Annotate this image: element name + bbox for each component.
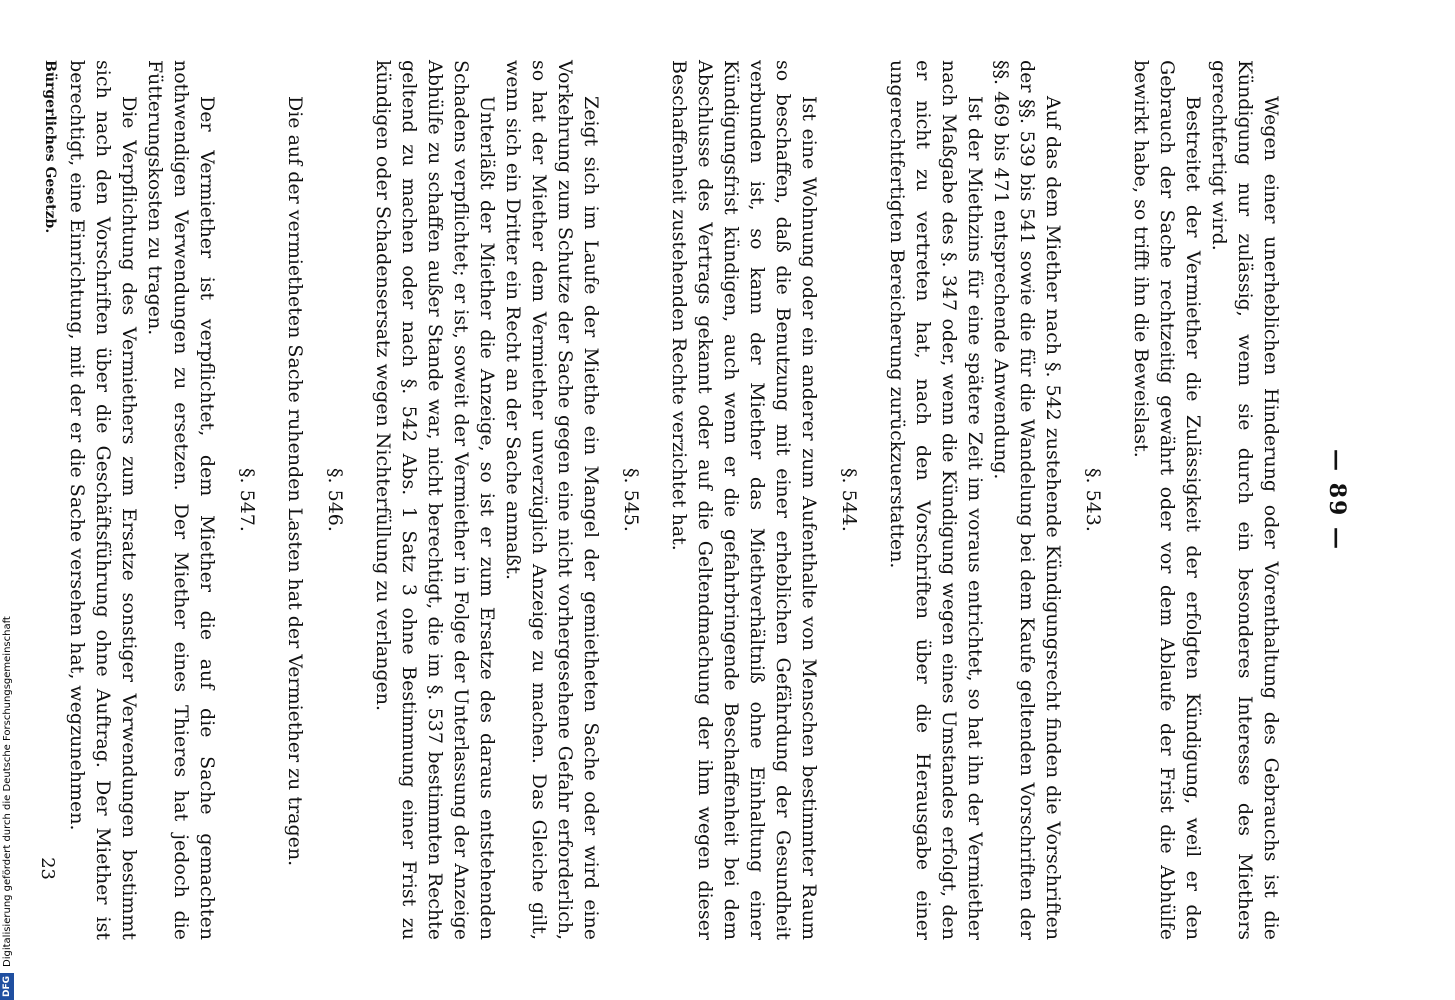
paragraph: Die auf der vermietheten Sache ruhenden Lasten hat der Vermiether zu tragen. bbox=[284, 96, 306, 867]
paragraph: Bestreitet der Vermiether die Zulässigkeit der erfolgten Kündigung, weil er den Gebrauch der Sache rechtzeitig gewährt oder vor dem Ablaufe der Frist die Abhülfe bewirkt habe, so trifft ihn die Beweislast. bbox=[1130, 60, 1204, 940]
section-545 bbox=[370, 60, 644, 940]
paragraph: Ist eine Wohnung oder ein anderer zum Aufenthalte von Menschen bestimmter Raum so beschaffen, daß die Benutzung mit einer erheblichen Gefährdung der Gesundheit verbunden ist, so kann der Miether das Miethverhältniß ohne Einhaltung einer Kündigungsfrist kündigen, auch wenn er die gefahrbringende Beschaffenheit bei dem Abschlusse des Vertrags gekannt oder auf die Geltendmachung der ihm wegen dieser Beschaffenheit zustehenden Rechte verzichtet hat. bbox=[668, 60, 820, 940]
paragraph: Die Verpflichtung des Vermiethers zum Ersatze sonstiger Verwendungen bestimmt sich nach den Vorschriften über die Geschäftsführung ohne Auftrag. Der Miether ist berechtigt, eine Einrichtung, mit der er die Sache versehen hat, wegzunehmen. bbox=[66, 60, 140, 940]
page-number: — 89 — bbox=[1324, 449, 1350, 551]
section-heading: §. 544. bbox=[838, 468, 860, 532]
intro-paragraphs bbox=[1128, 60, 1284, 940]
paragraph: Unterläßt der Miether die Anzeige, so ist er zum Ersatze des daraus entstehenden Schadens verpflichtet; er ist, soweit der Vermiether in Folge der Unterlassung der Anzeige Abhülfe zu schaffen außer Stande war, nicht berechtigt, die im §. 537 bestimmten Rechte geltend zu machen oder nach §. 542 Abs. 1 Satz 3 ohne Bestimmung einer Frist zu kündigen oder Schadensersatz wegen Nichterfüllung zu verlangen. bbox=[372, 60, 498, 940]
paragraph: Auf das dem Miether nach §. 542 zustehende Kündigungsrecht finden die Vorschriften der §§. 539 bis 541 sowie die für die Wandelung bei dem Kaufe geltenden Vorschriften der §§. 469 bis 471 entsprechende Anwendung. bbox=[990, 60, 1064, 940]
paragraph: Ist der Miethzins für eine spätere Zeit im voraus entrichtet, so hat ihn der Vermiether nach Maßgabe des §. 347 oder, wenn die Kündigung wegen eines Umstandes erfolgt, den er nicht zu vertreten hat, nach den Vorschriften über die Herausgabe einer ungerechtfertigten Bereicherung zurückzuerstatten. bbox=[886, 60, 986, 940]
dfg-logo-icon: DFG bbox=[0, 973, 14, 1000]
digitization-credit bbox=[0, 600, 14, 1000]
footer-signature: Bürgerliches Gesetzb. bbox=[42, 60, 58, 234]
section-544 bbox=[666, 60, 862, 940]
paragraph: Der Vermiether ist verpflichtet, dem Miether die auf die Sache gemachten nothwendigen Verwendungen zu ersetzen. Der Miether eines Thieres hat jedoch die Fütterungskosten zu tragen. bbox=[144, 60, 218, 940]
section-heading: §. 546. bbox=[324, 468, 346, 532]
paragraph: Wegen einer unerheblichen Hinderung oder Vorenthaltung des Gebrauchs ist die Kündigung nur zulässig, wenn sie durch ein besonderes Interesse des Miethers gerechtfertigt wird. bbox=[1208, 60, 1282, 940]
section-heading: §. 547. bbox=[236, 468, 258, 532]
credit-text: Digitalisierung gefördert durch die Deutsche Forschungsgemeinschaft bbox=[2, 616, 13, 967]
section-543 bbox=[884, 60, 1106, 940]
document-page bbox=[37, 60, 1350, 940]
paragraph: Zeigt sich im Laufe der Miethe ein Mangel der gemietheten Sache oder wird eine Vorkehrung zum Schutze der Sache gegen eine nicht vorhergesehene Gefahr erforderlich, so hat der Miether dem Vermiether unverzüglich Anzeige zu machen. Das Gleiche gilt, wenn sich ein Dritter ein Recht an der Sache anmaßt. bbox=[502, 60, 602, 940]
section-heading: §. 543. bbox=[1082, 468, 1104, 532]
section-547 bbox=[64, 60, 260, 940]
sheet-number: 23 bbox=[37, 857, 58, 880]
section-546 bbox=[282, 60, 348, 940]
page-footer bbox=[32, 60, 58, 940]
section-heading: §. 545. bbox=[620, 468, 642, 532]
